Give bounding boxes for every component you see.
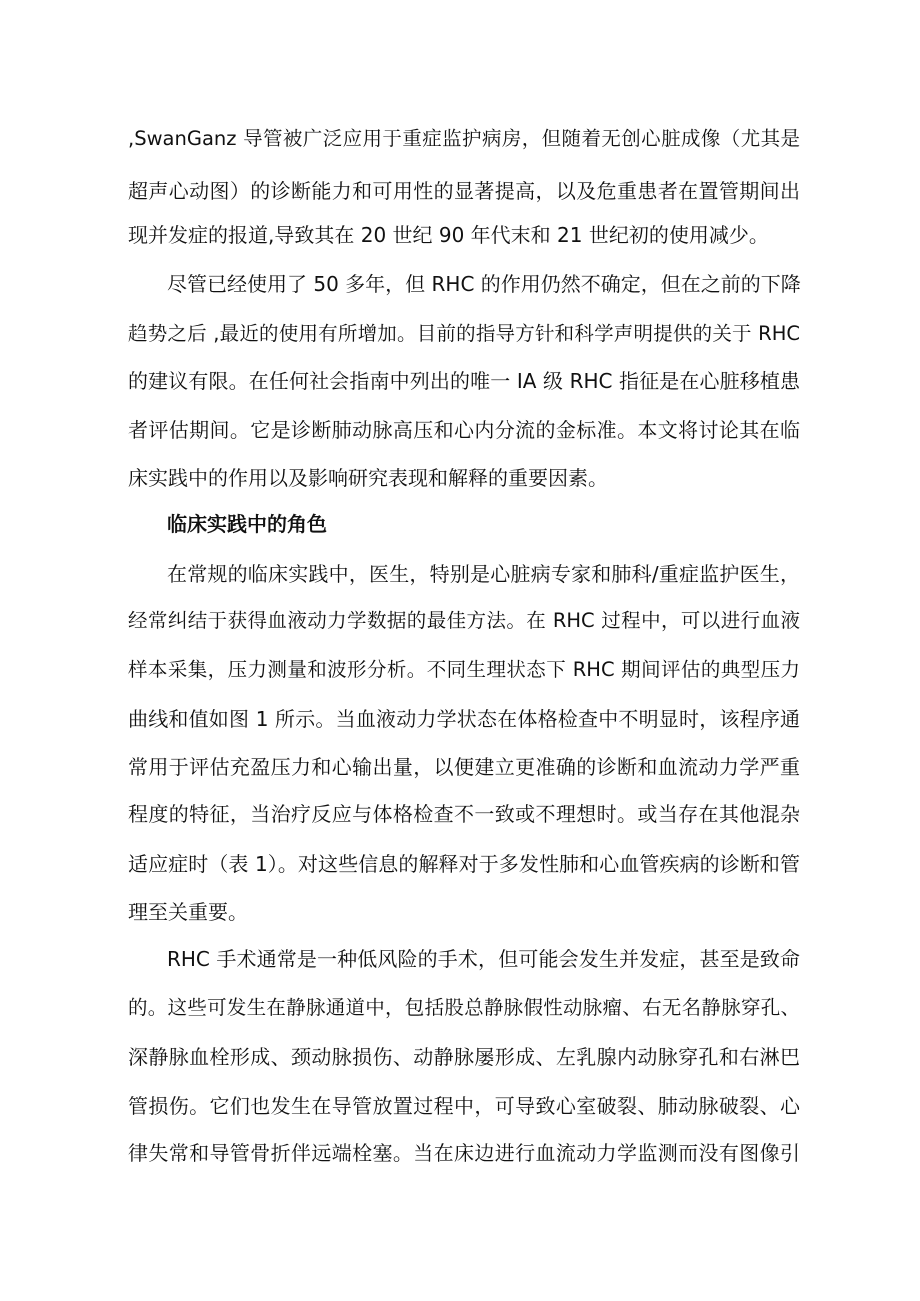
paragraph-3-line-4: 曲线和值如图 1 所示。当血液动力学状态在体格检查中不明显时，该程序通 [128,707,800,731]
paragraph-4-line-5: 律失常和导管骨折伴远端栓塞。当在床边进行血流动力学监测而没有图像引 [128,1141,800,1165]
paragraph-4-line-2: 的。这些可发生在静脉通道中，包括股总静脉假性动脉瘤、右无名静脉穿孔、 [128,996,800,1019]
paragraph-4-line-4: 管损伤。它们也发生在导管放置过程中，可导致心室破裂、肺动脉破裂、心 [128,1094,800,1118]
paragraph-2-line-5: 床实践中的作用以及影响研究表现和解释的重要因素。 [128,466,608,490]
paragraph-1-line-1: ,SwanGanz 导管被广泛应用于重症监护病房，但随着无创心脏成像（尤其是 [128,127,800,150]
paragraph-2-line-2: 趋势之后 ,最近的使用有所增加。目前的指导方针和科学声明提供的关于 RHC [128,322,800,345]
paragraph-4-line-1: RHC 手术通常是一种低风险的手术，但可能会发生并发症，甚至是致命 [167,947,800,971]
paragraph-3-line-8: 理至关重要。 [128,900,248,924]
paragraph-4-line-3: 深静脉血栓形成、颈动脉损伤、动静脉屡形成、左乳腺内动脉穿孔和右淋巴 [128,1045,800,1069]
paragraph-2-line-1: 尽管已经使用了 50 多年，但 RHC 的作用仍然不确定，但在之前的下降 [167,272,801,296]
paragraph-3-line-6: 程度的特征，当治疗反应与体格检查不一致或不理想时。或当存在其他混杂 [128,802,800,826]
paragraph-2-line-4: 者评估期间。它是诊断肺动脉高压和心内分流的金标准。本文将讨论其在临 [128,418,800,442]
section-heading: 临床实践中的角色 [167,512,327,536]
paragraph-3-line-2: 经常纠结于获得血液动力学数据的最佳方法。在 RHC 过程中，可以进行血液 [128,609,800,632]
paragraph-1-line-3: 现并发症的报道,导致其在 20 世纪 90 年代末和 21 世纪初的使用减少。 [128,223,769,247]
paragraph-1-line-2: 超声心动图）的诊断能力和可用性的显著提高，以及危重患者在置管期间出 [128,179,800,203]
paragraph-3-line-5: 常用于评估充盈压力和心输出量，以便建立更准确的诊断和血流动力学严重 [128,755,800,779]
paragraph-2-line-3: 的建议有限。在任何社会指南中列出的唯一 IA 级 RHC 指征是在心脏移植患 [128,369,800,393]
paragraph-3-line-3: 样本采集，压力测量和波形分析。不同生理状态下 RHC 期间评估的典型压力 [128,658,800,681]
paragraph-3-line-1: 在常规的临床实践中，医生，特别是心脏病专家和肺科/重症监护医生， [167,562,800,586]
paragraph-3-line-7: 适应症时（表 1）。对这些信息的解释对于多发性肺和心血管疾病的诊断和管 [128,852,800,876]
